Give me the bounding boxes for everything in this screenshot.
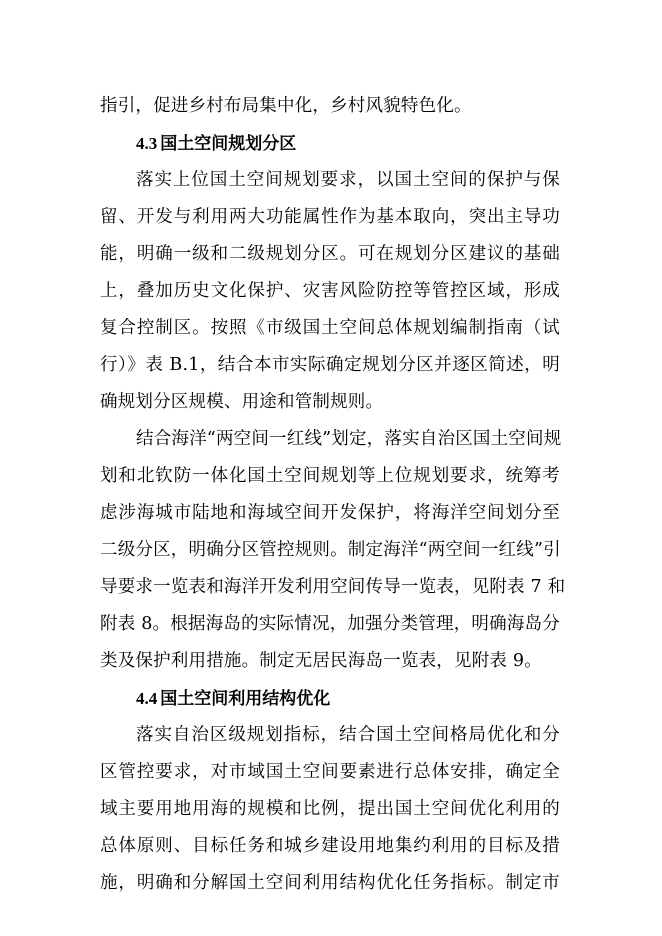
paragraph-line: 复合控制区。按照《市级国土空间总体规划编制指南（试 — [100, 318, 560, 338]
carryover-paragraph-line: 指引，促进乡村布局集中化，乡村风貌特色化。 — [100, 96, 472, 116]
paragraph-line: 域主要用地用海的规模和比例，提出国土空间优化利用的 — [100, 799, 560, 819]
paragraph-line: 类及保护利用措施。制定无居民海岛一览表，见附表 9。 — [100, 651, 542, 671]
paragraph-line: 总体原则、目标任务和城乡建设用地集约利用的目标及措 — [100, 836, 560, 856]
paragraph-line: 二级分区，明确分区管控规则。制定海洋“两空间一红线”引 — [100, 540, 561, 560]
paragraph-line: 区管控要求，对市域国土空间要素进行总体安排，确定全 — [100, 762, 560, 782]
section-number: 4.4 — [136, 689, 158, 708]
paragraph-line: 施，明确和分解国土空间利用结构优化任务指标。制定市 — [100, 873, 560, 893]
paragraph-line: 上，叠加历史文化保护、灾害风险防控等管控区域，形成 — [100, 281, 560, 301]
paragraph-4-3-1 — [100, 162, 560, 421]
paragraph-line: 虑涉海城市陆地和海域空间开发保护，将海洋空间划分至 — [100, 503, 560, 523]
paragraph-line: 能，明确一级和二级规划分区。可在规划分区建议的基础 — [100, 244, 560, 264]
paragraph-line: 确规划分区规模、用途和管制规则。 — [100, 392, 384, 412]
paragraph-line: 留、开发与利用两大功能属性作为基本取向，突出主导功 — [100, 207, 560, 227]
section-title: 国土空间规划分区 — [160, 134, 297, 154]
paragraph-line: 行）》表 B.1，结合本市实际确定规划分区并逐区简述，明 — [100, 355, 560, 375]
section-title: 国土空间利用结构优化 — [160, 689, 331, 709]
section-number: 4.3 — [136, 134, 158, 153]
paragraph-line: 落实上位国土空间规划要求，以国土空间的保护与保 — [136, 170, 560, 190]
section-heading-4-4 — [100, 680, 560, 717]
paragraph-line: 导要求一览表和海洋开发利用空间传导一览表，见附表 7 和 — [100, 577, 566, 597]
document-body — [100, 88, 566, 902]
section-heading-4-3 — [100, 125, 560, 162]
paragraph-4-4-1 — [100, 717, 560, 902]
paragraph-line: 附表 8。根据海岛的实际情况，加强分类管理，明确海岛分 — [100, 614, 560, 634]
paragraph-line: 落实自治区级规划指标，结合国土空间格局优化和分 — [136, 725, 560, 745]
paragraph-line: 划和北钦防一体化国土空间规划等上位规划要求，统筹考 — [100, 466, 560, 486]
paragraph-line: 结合海洋“两空间一红线”划定，落实自治区国土空间规 — [136, 429, 562, 449]
paragraph-4-3-2 — [100, 421, 566, 680]
